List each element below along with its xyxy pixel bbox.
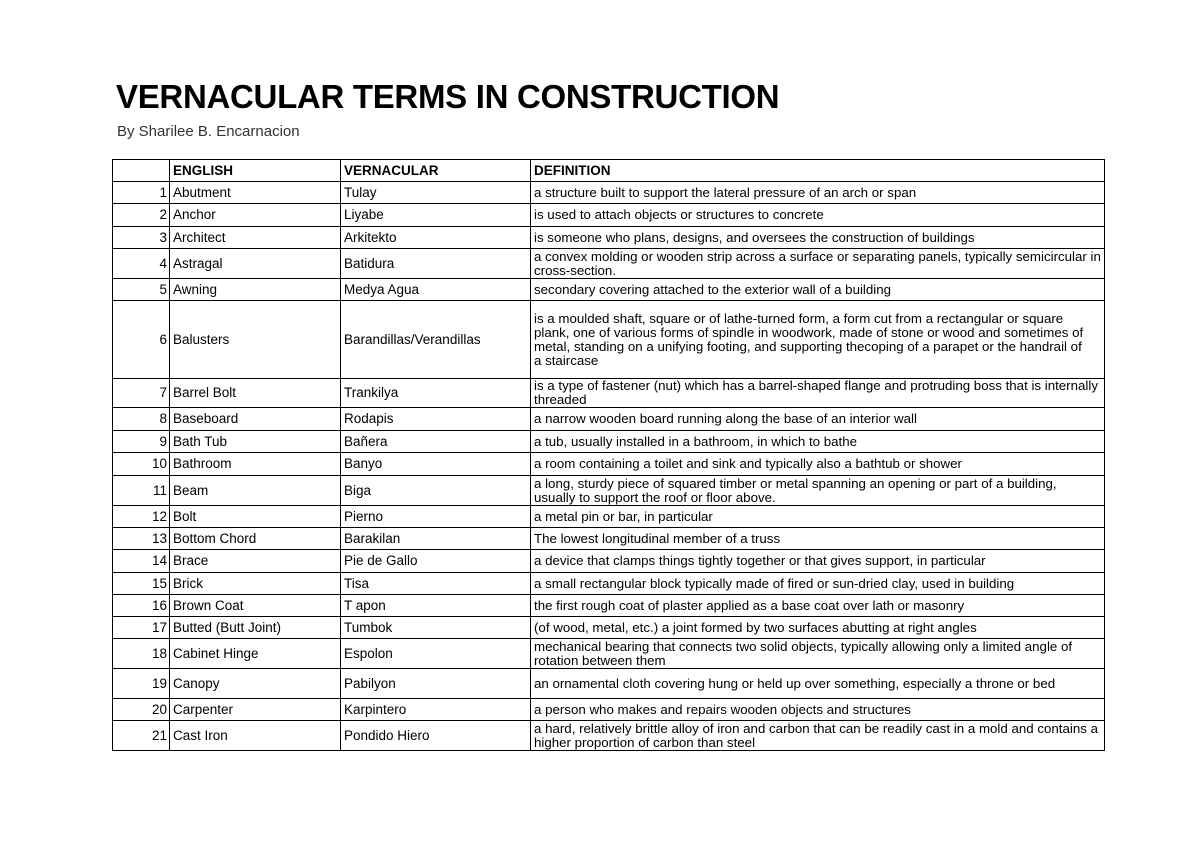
table-row xyxy=(113,279,1105,301)
table-row xyxy=(113,617,1105,639)
english-term: Butted (Butt Joint) xyxy=(170,617,341,639)
definition-text: secondary covering attached to the exterior wall of a building xyxy=(531,279,1105,301)
vernacular-term: Banyo xyxy=(341,453,531,476)
definition-text: a hard, relatively brittle alloy of iron and carbon that can be readily cast in a mold and contains a higher proportion of carbon than steel xyxy=(531,721,1105,751)
definition-text: a metal pin or bar, in particular xyxy=(531,506,1105,528)
table-row xyxy=(113,408,1105,431)
english-term: Astragal xyxy=(170,249,341,279)
table-row xyxy=(113,669,1105,699)
vernacular-term: Bañera xyxy=(341,431,531,453)
english-term: Architect xyxy=(170,227,341,249)
table-row xyxy=(113,699,1105,721)
definition-text: a long, sturdy piece of squared timber or metal spanning an opening or part of a building, usually to support the roof or floor above. xyxy=(531,476,1105,506)
definition-text: is used to attach objects or structures to concrete xyxy=(531,204,1105,227)
vernacular-term: Pierno xyxy=(341,506,531,528)
header-english: ENGLISH xyxy=(170,160,341,182)
row-number: 19 xyxy=(113,669,170,699)
english-term: Brace xyxy=(170,550,341,573)
english-term: Balusters xyxy=(170,301,341,379)
vernacular-term: Tumbok xyxy=(341,617,531,639)
table-row xyxy=(113,528,1105,550)
header-number xyxy=(113,160,170,182)
vernacular-term: Arkitekto xyxy=(341,227,531,249)
table-row xyxy=(113,204,1105,227)
definition-text: a structure built to support the lateral pressure of an arch or span xyxy=(531,182,1105,204)
vernacular-term: Biga xyxy=(341,476,531,506)
table-row xyxy=(113,721,1105,751)
table-row xyxy=(113,182,1105,204)
header-definition: DEFINITION xyxy=(531,160,1105,182)
row-number: 15 xyxy=(113,573,170,595)
vernacular-term: Karpintero xyxy=(341,699,531,721)
row-number: 21 xyxy=(113,721,170,751)
vernacular-term: Liyabe xyxy=(341,204,531,227)
row-number: 10 xyxy=(113,453,170,476)
english-term: Barrel Bolt xyxy=(170,379,341,408)
row-number: 17 xyxy=(113,617,170,639)
definition-text: a convex molding or wooden strip across a surface or separating panels, typically semicircular in cross-section. xyxy=(531,249,1105,279)
row-number: 18 xyxy=(113,639,170,669)
vernacular-term: Pondido Hiero xyxy=(341,721,531,751)
definition-text: mechanical bearing that connects two solid objects, typically allowing only a limited angle of rotation between them xyxy=(531,639,1105,669)
english-term: Beam xyxy=(170,476,341,506)
vernacular-term: Espolon xyxy=(341,639,531,669)
table-row xyxy=(113,506,1105,528)
english-term: Bath Tub xyxy=(170,431,341,453)
english-term: Cabinet Hinge xyxy=(170,639,341,669)
definition-text: a small rectangular block typically made of fired or sun-dried clay, used in building xyxy=(531,573,1105,595)
vernacular-term: Barakilan xyxy=(341,528,531,550)
definition-text: is a moulded shaft, square or of lathe-turned form, a form cut from a rectangular or square plank, one of various forms of spindle in woodwork, made of stone or wood and sometimes of metal, standing on a unifying footing, and supporting thecoping of a parapet or the handrail of a staircase xyxy=(531,301,1105,379)
row-number: 16 xyxy=(113,595,170,617)
table-row xyxy=(113,573,1105,595)
vocabulary-table xyxy=(112,159,1105,751)
english-term: Bottom Chord xyxy=(170,528,341,550)
row-number: 5 xyxy=(113,279,170,301)
english-term: Cast Iron xyxy=(170,721,341,751)
vernacular-term: Tulay xyxy=(341,182,531,204)
english-term: Canopy xyxy=(170,669,341,699)
row-number: 3 xyxy=(113,227,170,249)
table-header-row xyxy=(113,160,1105,182)
vernacular-term: Batidura xyxy=(341,249,531,279)
table-row xyxy=(113,249,1105,279)
definition-text: an ornamental cloth covering hung or held up over something, especially a throne or bed xyxy=(531,669,1105,699)
definition-text: is a type of fastener (nut) which has a barrel-shaped flange and protruding boss that is internally threaded xyxy=(531,379,1105,408)
definition-text: the first rough coat of plaster applied as a base coat over lath or masonry xyxy=(531,595,1105,617)
english-term: Bolt xyxy=(170,506,341,528)
row-number: 12 xyxy=(113,506,170,528)
definition-text: a narrow wooden board running along the base of an interior wall xyxy=(531,408,1105,431)
row-number: 14 xyxy=(113,550,170,573)
vernacular-term: Pabilyon xyxy=(341,669,531,699)
row-number: 7 xyxy=(113,379,170,408)
vernacular-term: Barandillas/Verandillas xyxy=(341,301,531,379)
row-number: 13 xyxy=(113,528,170,550)
english-term: Baseboard xyxy=(170,408,341,431)
row-number: 1 xyxy=(113,182,170,204)
english-term: Awning xyxy=(170,279,341,301)
table-row xyxy=(113,227,1105,249)
table-row xyxy=(113,550,1105,573)
definition-text: a room containing a toilet and sink and typically also a bathtub or shower xyxy=(531,453,1105,476)
row-number: 9 xyxy=(113,431,170,453)
header-vernacular: VERNACULAR xyxy=(341,160,531,182)
vernacular-term: T apon xyxy=(341,595,531,617)
vernacular-term: Tisa xyxy=(341,573,531,595)
table-row xyxy=(113,595,1105,617)
vernacular-term: Rodapis xyxy=(341,408,531,431)
table-row xyxy=(113,639,1105,669)
document-title: VERNACULAR TERMS IN CONSTRUCTION xyxy=(116,78,780,115)
definition-text: a person who makes and repairs wooden objects and structures xyxy=(531,699,1105,721)
english-term: Brown Coat xyxy=(170,595,341,617)
definition-text: The lowest longitudinal member of a truss xyxy=(531,528,1105,550)
vernacular-term: Trankilya xyxy=(341,379,531,408)
table-row xyxy=(113,431,1105,453)
vernacular-term: Medya Agua xyxy=(341,279,531,301)
english-term: Bathroom xyxy=(170,453,341,476)
definition-text: a device that clamps things tightly together or that gives support, in particular xyxy=(531,550,1105,573)
english-term: Brick xyxy=(170,573,341,595)
english-term: Anchor xyxy=(170,204,341,227)
table-body xyxy=(113,182,1105,751)
table-row xyxy=(113,476,1105,506)
row-number: 20 xyxy=(113,699,170,721)
row-number: 6 xyxy=(113,301,170,379)
english-term: Carpenter xyxy=(170,699,341,721)
definition-text: (of wood, metal, etc.) a joint formed by two surfaces abutting at right angles xyxy=(531,617,1105,639)
table-row xyxy=(113,379,1105,408)
definition-text: is someone who plans, designs, and oversees the construction of buildings xyxy=(531,227,1105,249)
definition-text: a tub, usually installed in a bathroom, in which to bathe xyxy=(531,431,1105,453)
document-author: By Sharilee B. Encarnacion xyxy=(117,123,300,140)
row-number: 2 xyxy=(113,204,170,227)
english-term: Abutment xyxy=(170,182,341,204)
table-row xyxy=(113,453,1105,476)
vernacular-term: Pie de Gallo xyxy=(341,550,531,573)
row-number: 8 xyxy=(113,408,170,431)
row-number: 4 xyxy=(113,249,170,279)
table-row xyxy=(113,301,1105,379)
row-number: 11 xyxy=(113,476,170,506)
